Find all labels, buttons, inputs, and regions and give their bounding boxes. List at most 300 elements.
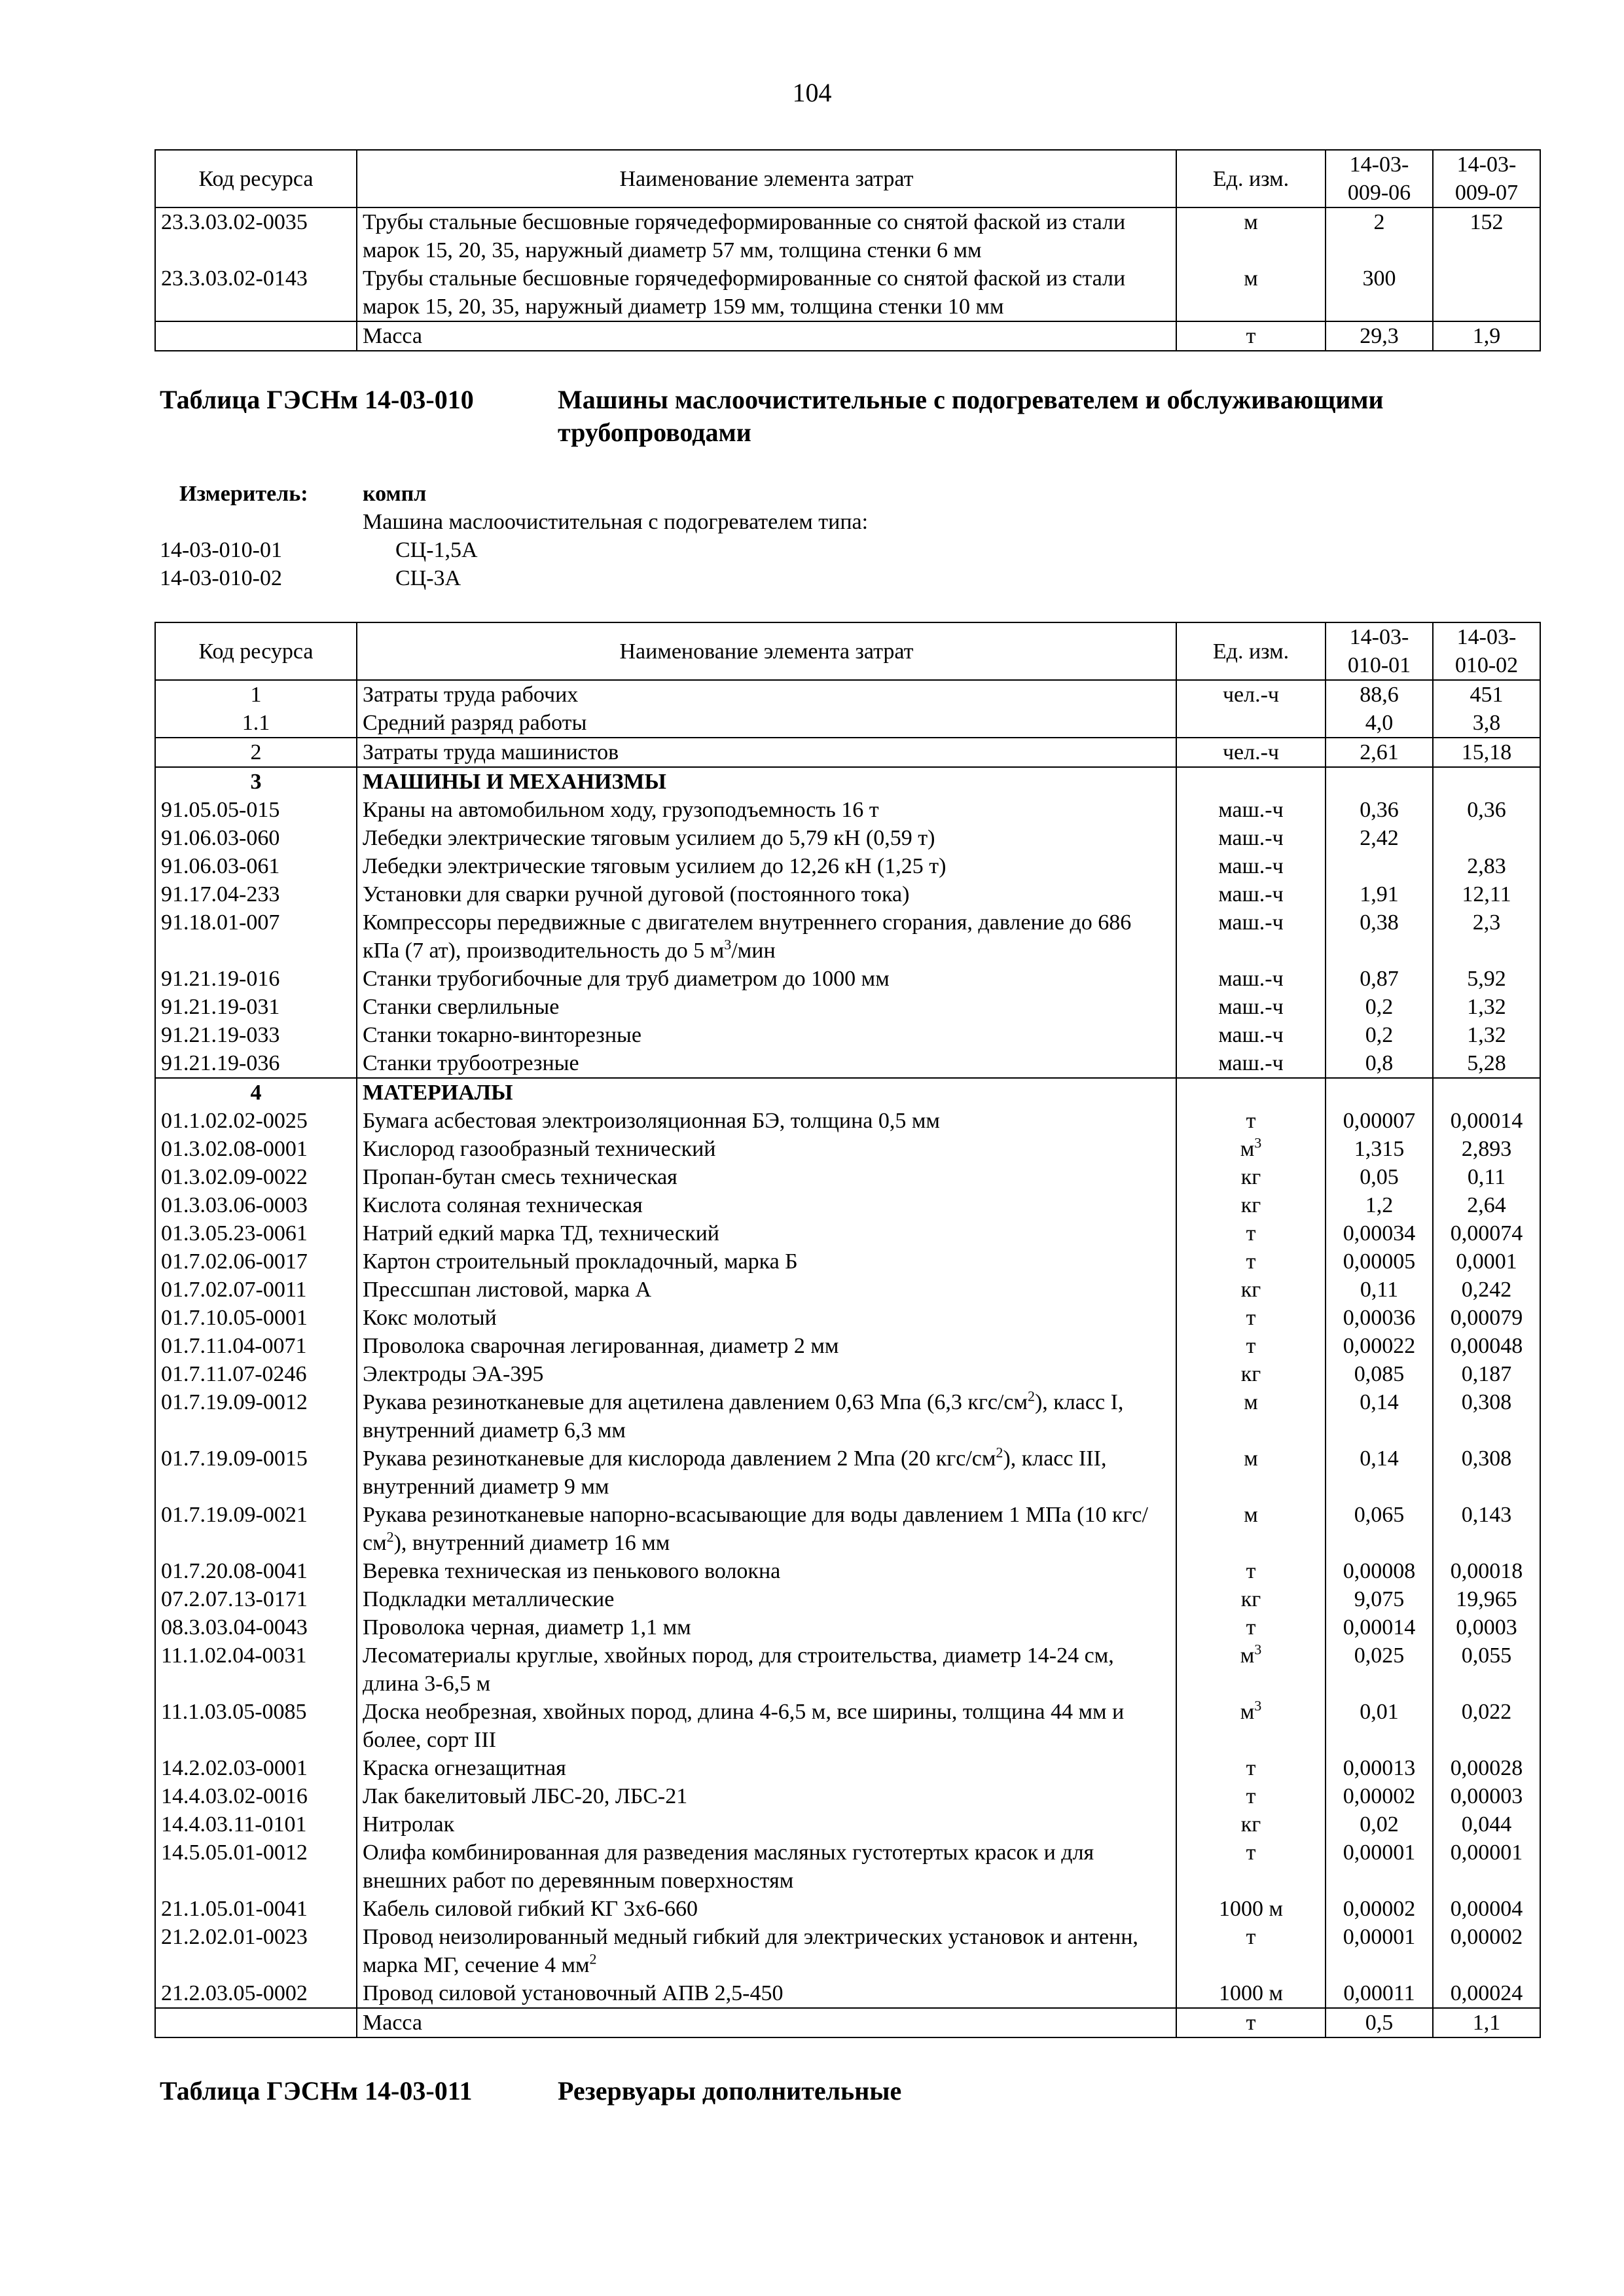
row-unit: [1176, 1332, 1326, 1360]
header-col-2-top: 14-03-: [1456, 152, 1517, 177]
row-name-sup: 2: [589, 1950, 597, 1967]
row-unit: [1176, 880, 1326, 908]
row-value-1: 0,00011: [1326, 1979, 1433, 2008]
row-code: 08.3.03.04-0043: [155, 1613, 357, 1641]
row-value-2: 0,242: [1433, 1276, 1540, 1304]
row-unit-text: т: [1246, 1559, 1256, 1583]
row-unit-text: кг: [1240, 1587, 1261, 1611]
row-value-2: [1433, 824, 1540, 852]
table-row: [155, 1839, 1540, 1895]
row-value-1: 0,01: [1326, 1698, 1433, 1754]
row-unit: [1176, 1276, 1326, 1304]
row-unit: [1176, 1501, 1326, 1557]
row-value-2: 0,00079: [1433, 1304, 1540, 1332]
row-value-1: 0,00034: [1326, 1219, 1433, 1247]
row-value-1: [1326, 767, 1433, 796]
variant-name: СЦ-3А: [395, 566, 461, 590]
row-name: Лесоматериалы круглые, хвойных пород, для строительства, диаметр 14-24 см, длина 3-6,5 м: [357, 1641, 1176, 1698]
row-unit: [1176, 207, 1326, 264]
row-name-tail: /мин: [731, 939, 776, 963]
row-value-2: 2,3: [1433, 908, 1540, 965]
row-code: 14.4.03.11-0101: [155, 1810, 357, 1839]
row-unit: [1176, 1135, 1326, 1163]
row-value-2: 451: [1433, 680, 1540, 709]
row-name-tail: ), внутренний диаметр 16 мм: [393, 1531, 670, 1555]
row-value-1: 300: [1326, 264, 1433, 321]
row-unit: [1176, 1049, 1326, 1078]
row-unit-text: м: [1240, 1700, 1255, 1724]
row-code: 1: [155, 680, 357, 709]
table-row: [155, 709, 1540, 738]
row-name: Лебедки электрические тяговым усилием до 5,79 кН (0,59 т): [357, 824, 1176, 852]
row-value-2: [1433, 264, 1540, 321]
table-row: [155, 1078, 1540, 1107]
row-value-1: 9,075: [1326, 1585, 1433, 1613]
row-name-text: Рукава резинотканевые напорно-всасывающие для воды давлением 1 МПа (10 кгс/см: [363, 1503, 1148, 1555]
table-header-row: [155, 622, 1540, 680]
row-code: 01.7.19.09-0012: [155, 1388, 357, 1444]
row-name: Краска огнезащитная: [357, 1754, 1176, 1782]
row-name: Станки сверлильные: [357, 993, 1176, 1021]
table-name: Машины маслоочистительные с подогревателем и обслуживающими трубопроводами: [558, 385, 1384, 447]
row-code: 14.4.03.02-0016: [155, 1782, 357, 1810]
header-col-2-top: 14-03-: [1456, 625, 1517, 649]
row-value-1: 2,61: [1326, 738, 1433, 767]
row-unit: [1176, 1641, 1326, 1698]
row-unit-text: м: [1244, 1390, 1258, 1414]
header-name: Наименование элемента затрат: [357, 150, 1176, 207]
header-col-1-top: 14-03-: [1349, 625, 1409, 649]
row-unit-sup: 3: [1254, 1697, 1262, 1714]
variant-code: 14-03-010-02: [160, 566, 282, 590]
row-value-2: 0,044: [1433, 1810, 1540, 1839]
row-code: 91.18.01-007: [155, 908, 357, 965]
row-value-1: 0,02: [1326, 1810, 1433, 1839]
row-code: 21.1.05.01-0041: [155, 1895, 357, 1923]
row-unit-text: т: [1246, 2011, 1256, 2035]
row-value-2: 0,00004: [1433, 1895, 1540, 1923]
row-unit: [1176, 321, 1326, 351]
row-unit-text: т: [1246, 1615, 1256, 1640]
row-name: [357, 1444, 1176, 1501]
table-row: [155, 1304, 1540, 1332]
row-value-1: 0,00001: [1326, 1839, 1433, 1895]
row-unit: [1176, 1557, 1326, 1585]
table-row: [155, 264, 1540, 321]
row-name: Установки для сварки ручной дуговой (постоянного тока): [357, 880, 1176, 908]
row-unit: [1176, 1219, 1326, 1247]
row-value-1: 4,0: [1326, 709, 1433, 738]
row-value-1: 0,05: [1326, 1163, 1433, 1191]
row-code: 4: [155, 1078, 357, 1107]
row-value-2: 0,00018: [1433, 1557, 1540, 1585]
row-unit-text: м: [1244, 1446, 1258, 1471]
table-title-011: [160, 2075, 1554, 2108]
row-name: Проволока сварочная легированная, диаметр 2 мм: [357, 1332, 1176, 1360]
row-value-1: 1,91: [1326, 880, 1433, 908]
table-row: [155, 1810, 1540, 1839]
row-unit: [1176, 738, 1326, 767]
row-code: 01.3.03.06-0003: [155, 1191, 357, 1219]
table-row: [155, 1163, 1540, 1191]
row-name: Масса: [357, 321, 1176, 351]
header-col-1: [1326, 622, 1433, 680]
row-name-text: Компрессоры передвижные с двигателем внутреннего сгорания, давление до 686 кПа (7 ат), производительность до 5 м: [363, 910, 1132, 963]
table-row: [155, 1360, 1540, 1388]
row-unit-text: т: [1246, 324, 1256, 348]
row-unit-text: маш.-ч: [1218, 967, 1284, 991]
row-name-sup: 2: [996, 1444, 1003, 1461]
row-unit-text: м: [1244, 266, 1258, 291]
row-name-text: Провод неизолированный медный гибкий для электрических установок и антенн, марка МГ, сечение 4 мм: [363, 1925, 1138, 1977]
row-unit: [1176, 264, 1326, 321]
variant-name: СЦ-1,5А: [395, 538, 478, 562]
row-name: Лебедки электрические тяговым усилием до 12,26 кН (1,25 т): [357, 852, 1176, 880]
table-row: [155, 1332, 1540, 1360]
row-code: 11.1.03.05-0085: [155, 1698, 357, 1754]
row-code: 91.05.05-015: [155, 796, 357, 824]
row-name: МАТЕРИАЛЫ: [357, 1078, 1176, 1107]
table-row: [155, 207, 1540, 264]
row-unit-text: т: [1246, 1756, 1256, 1780]
row-unit: [1176, 993, 1326, 1021]
row-value-2: 0,00028: [1433, 1754, 1540, 1782]
row-value-1: 0,00005: [1326, 1247, 1433, 1276]
row-name: Олифа комбинированная для разведения масляных густотертых красок и для внешних работ по деревянным поверхностям: [357, 1839, 1176, 1895]
table-row: [155, 824, 1540, 852]
header-name: Наименование элемента затрат: [357, 622, 1176, 680]
row-value-1: 0,5: [1326, 2008, 1433, 2037]
row-name: Натрий едкий марка ТД, технический: [357, 1219, 1176, 1247]
row-unit: [1176, 1810, 1326, 1839]
machine-description: Машина маслоочистительная с подогревателем типа:: [363, 510, 869, 534]
row-code: 91.21.19-033: [155, 1021, 357, 1049]
row-unit-text: т: [1246, 1925, 1256, 1949]
row-name: [357, 1388, 1176, 1444]
row-value-2: 2,83: [1433, 852, 1540, 880]
row-unit-text: маш.-ч: [1218, 826, 1284, 850]
table-row: [155, 1979, 1540, 2008]
row-unit-text: кг: [1240, 1812, 1261, 1837]
row-value-1: 0,00013: [1326, 1754, 1433, 1782]
row-name: Масса: [357, 2008, 1176, 2037]
variant-code: 14-03-010-01: [160, 538, 282, 562]
table-row: [155, 1698, 1540, 1754]
row-value-1: 0,38: [1326, 908, 1433, 965]
row-name-tail: ), класс I, внутренний диаметр 6,3 мм: [363, 1390, 1124, 1443]
table-label: Таблица ГЭСНм 14-03-011: [160, 2076, 473, 2106]
row-name-sup: 3: [724, 936, 732, 953]
row-code: [155, 321, 357, 351]
row-name: Нитролак: [357, 1810, 1176, 1839]
row-unit: [1176, 767, 1326, 796]
row-value-2: 1,32: [1433, 993, 1540, 1021]
table-row: [155, 1021, 1540, 1049]
row-unit: [1176, 1782, 1326, 1810]
row-name: Трубы стальные бесшовные горячедеформированные со снятой фаской из стали марок 15, 20, 35, наружный диаметр 57 мм, толщина стенки 6 мм: [357, 207, 1176, 264]
row-code: 1.1: [155, 709, 357, 738]
row-value-1: 2,42: [1326, 824, 1433, 852]
table-row: [155, 993, 1540, 1021]
table-row: [155, 1613, 1540, 1641]
row-code: 91.21.19-031: [155, 993, 357, 1021]
row-value-2: 0,00001: [1433, 1839, 1540, 1895]
row-value-1: 0,87: [1326, 965, 1433, 993]
row-value-2: 0,0001: [1433, 1247, 1540, 1276]
row-value-1: 0,00014: [1326, 1613, 1433, 1641]
row-unit-text: маш.-ч: [1218, 1051, 1284, 1075]
row-unit-text: м: [1244, 210, 1258, 234]
row-value-2: 5,28: [1433, 1049, 1540, 1078]
resource-table-010: [154, 622, 1541, 2038]
table-row: [155, 1191, 1540, 1219]
row-value-1: 0,025: [1326, 1641, 1433, 1698]
row-value-2: 5,92: [1433, 965, 1540, 993]
row-value-2: 0,0003: [1433, 1613, 1540, 1641]
row-code: 91.17.04-233: [155, 880, 357, 908]
table-row: [155, 1923, 1540, 1979]
row-unit: [1176, 1585, 1326, 1613]
row-value-1: 0,14: [1326, 1444, 1433, 1501]
header-unit: Ед. изм.: [1176, 622, 1326, 680]
meter-label: Измеритель:: [179, 482, 308, 506]
row-name: Проволока черная, диаметр 1,1 мм: [357, 1613, 1176, 1641]
row-name: Кислота соляная техническая: [357, 1191, 1176, 1219]
row-name-text: Рукава резинотканевые для кислорода давлением 2 Мпа (20 кгс/см: [363, 1446, 996, 1471]
row-unit-text: маш.-ч: [1218, 882, 1284, 906]
table-row: [155, 1641, 1540, 1698]
header-col-2: [1433, 622, 1540, 680]
row-value-2: 2,893: [1433, 1135, 1540, 1163]
row-code: 91.06.03-061: [155, 852, 357, 880]
row-value-2: 0,187: [1433, 1360, 1540, 1388]
row-name: Доска необрезная, хвойных пород, длина 4-6,5 м, все ширины, толщина 44 мм и более, сорт III: [357, 1698, 1176, 1754]
row-name: Станки трубогибочные для труб диаметром до 1000 мм: [357, 965, 1176, 993]
row-value-2: 3,8: [1433, 709, 1540, 738]
row-value-2: [1433, 767, 1540, 796]
table-row: [155, 1388, 1540, 1444]
header-col-2: [1433, 150, 1540, 207]
row-unit-text: т: [1246, 1334, 1256, 1358]
table-row: [155, 908, 1540, 965]
row-unit: [1176, 824, 1326, 852]
header-col-1-bottom: 009-06: [1347, 181, 1411, 205]
row-unit: [1176, 1191, 1326, 1219]
row-code: 91.21.19-036: [155, 1049, 357, 1078]
table-row: [155, 1276, 1540, 1304]
table-row: [155, 1219, 1540, 1247]
row-value-2: 1,32: [1433, 1021, 1540, 1049]
table-row: [155, 796, 1540, 824]
row-code: 01.7.02.06-0017: [155, 1247, 357, 1276]
header-code: Код ресурса: [155, 622, 357, 680]
row-value-1: 1,315: [1326, 1135, 1433, 1163]
table-row: [155, 965, 1540, 993]
row-value-1: 0,8: [1326, 1049, 1433, 1078]
row-value-2: 1,1: [1433, 2008, 1540, 2037]
row-value-2: [1433, 1078, 1540, 1107]
row-value-2: 1,9: [1433, 321, 1540, 351]
row-unit: [1176, 1839, 1326, 1895]
row-value-2: 0,308: [1433, 1444, 1540, 1501]
row-name: Станки трубоотрезные: [357, 1049, 1176, 1078]
table-row: [155, 1754, 1540, 1782]
row-unit: [1176, 1107, 1326, 1135]
row-value-1: 0,00022: [1326, 1332, 1433, 1360]
row-unit-text: т: [1246, 1784, 1256, 1808]
row-value-1: 0,065: [1326, 1501, 1433, 1557]
row-unit-text: маш.-ч: [1218, 910, 1284, 935]
row-unit: [1176, 680, 1326, 709]
row-unit-text: маш.-ч: [1218, 798, 1284, 822]
row-unit-text: м: [1244, 1503, 1258, 1527]
row-value-2: 0,00074: [1433, 1219, 1540, 1247]
row-value-2: 0,36: [1433, 796, 1540, 824]
row-value-1: 0,00001: [1326, 1923, 1433, 1979]
row-value-1: 1,2: [1326, 1191, 1433, 1219]
page-number: 104: [792, 78, 832, 107]
row-unit-text: 1000 м: [1218, 1981, 1283, 2005]
row-unit: [1176, 796, 1326, 824]
row-code: 2: [155, 738, 357, 767]
row-unit: [1176, 1163, 1326, 1191]
row-unit-text: маш.-ч: [1218, 1023, 1284, 1047]
row-value-2: 0,00024: [1433, 1979, 1540, 2008]
row-value-2: 12,11: [1433, 880, 1540, 908]
row-value-2: 0,308: [1433, 1388, 1540, 1444]
row-name-text: Рукава резинотканевые для ацетилена давлением 0,63 Мпа (6,3 кгс/см: [363, 1390, 1028, 1414]
table-title-010: [160, 384, 1554, 449]
row-unit-text: т: [1246, 1221, 1256, 1246]
row-unit: [1176, 2008, 1326, 2037]
table-header-row: [155, 150, 1540, 207]
row-unit-text: т: [1246, 1306, 1256, 1330]
row-code: 21.2.02.01-0023: [155, 1923, 357, 1979]
row-unit: [1176, 965, 1326, 993]
row-name: [357, 1501, 1176, 1557]
row-code: 3: [155, 767, 357, 796]
row-code: 01.7.02.07-0011: [155, 1276, 357, 1304]
row-unit-text: чел.-ч: [1222, 740, 1280, 764]
header-col-2-bottom: 009-07: [1454, 181, 1519, 205]
row-code: [155, 2008, 357, 2037]
row-name: Пропан-бутан смесь техническая: [357, 1163, 1176, 1191]
row-code: 23.3.03.02-0143: [155, 264, 357, 321]
row-unit: [1176, 1613, 1326, 1641]
row-name: Трубы стальные бесшовные горячедеформированные со снятой фаской из стали марок 15, 20, 35, наружный диаметр 159 мм, толщина стенки 10 мм: [357, 264, 1176, 321]
row-unit: [1176, 1895, 1326, 1923]
resource-table-009: [154, 149, 1541, 351]
table-row: [155, 1585, 1540, 1613]
row-code: 21.2.03.05-0002: [155, 1979, 357, 2008]
row-name: [357, 908, 1176, 965]
row-code: 01.7.11.04-0071: [155, 1332, 357, 1360]
table-row: [155, 1107, 1540, 1135]
row-value-2: 19,965: [1433, 1585, 1540, 1613]
row-value-2: 0,143: [1433, 1501, 1540, 1557]
row-unit-text: 1000 м: [1218, 1897, 1283, 1921]
row-value-1: 0,2: [1326, 993, 1433, 1021]
table-row: [155, 738, 1540, 767]
row-code: 01.1.02.02-0025: [155, 1107, 357, 1135]
row-value-2: 2,64: [1433, 1191, 1540, 1219]
row-value-1: 29,3: [1326, 321, 1433, 351]
row-unit-text: кг: [1240, 1362, 1261, 1386]
row-unit-text: м: [1240, 1137, 1255, 1161]
row-unit: [1176, 1021, 1326, 1049]
row-name: Кабель силовой гибкий КГ 3х6-660: [357, 1895, 1176, 1923]
header-unit: Ед. изм.: [1176, 150, 1326, 207]
row-name: Бумага асбестовая электроизоляционная БЭ, толщина 0,5 мм: [357, 1107, 1176, 1135]
row-value-1: 0,11: [1326, 1276, 1433, 1304]
table-row: [155, 1135, 1540, 1163]
row-unit: [1176, 908, 1326, 965]
row-name: Затраты труда рабочих: [357, 680, 1176, 709]
header-col-1: [1326, 150, 1433, 207]
row-code: 14.5.05.01-0012: [155, 1839, 357, 1895]
row-name: [357, 1923, 1176, 1979]
table-row: [155, 880, 1540, 908]
table-row: [155, 1049, 1540, 1078]
table-row: [155, 1444, 1540, 1501]
row-name-sup: 2: [1027, 1388, 1035, 1405]
table-row: [155, 1895, 1540, 1923]
row-value-2: 15,18: [1433, 738, 1540, 767]
table-row: [155, 1557, 1540, 1585]
row-name: Кислород газообразный технический: [357, 1135, 1176, 1163]
row-name: Станки токарно-винторезные: [357, 1021, 1176, 1049]
row-unit: [1176, 709, 1326, 738]
row-unit: [1176, 1360, 1326, 1388]
row-unit: [1176, 1979, 1326, 2008]
row-unit: [1176, 1698, 1326, 1754]
row-unit: [1176, 1444, 1326, 1501]
row-name: Средний разряд работы: [357, 709, 1176, 738]
row-unit-text: т: [1246, 1249, 1256, 1274]
meter-value: компл: [363, 482, 427, 506]
row-value-2: 0,055: [1433, 1641, 1540, 1698]
row-value-2: 0,00002: [1433, 1923, 1540, 1979]
row-name: Затраты труда машинистов: [357, 738, 1176, 767]
table-010-meta: [160, 480, 1142, 592]
row-value-1: 0,00002: [1326, 1895, 1433, 1923]
table-row: [155, 2008, 1540, 2037]
row-code: 91.06.03-060: [155, 824, 357, 852]
row-name: Провод силовой установочный АПВ 2,5-450: [357, 1979, 1176, 2008]
row-code: 01.7.10.05-0001: [155, 1304, 357, 1332]
row-name: Подкладки металлические: [357, 1585, 1176, 1613]
row-value-1: 0,36: [1326, 796, 1433, 824]
row-value-2: 0,00003: [1433, 1782, 1540, 1810]
row-unit-text: кг: [1240, 1193, 1261, 1217]
row-unit-text: м: [1240, 1643, 1255, 1668]
row-code: 23.3.03.02-0035: [155, 207, 357, 264]
row-value-1: 0,14: [1326, 1388, 1433, 1444]
row-code: 01.7.19.09-0015: [155, 1444, 357, 1501]
row-code: 01.3.05.23-0061: [155, 1219, 357, 1247]
row-unit: [1176, 1304, 1326, 1332]
row-code: 01.7.19.09-0021: [155, 1501, 357, 1557]
row-name-sup: 2: [386, 1528, 394, 1545]
table-label: Таблица ГЭСНм 14-03-010: [160, 385, 474, 414]
header-col-1-top: 14-03-: [1349, 152, 1409, 177]
row-name: Прессшпан листовой, марка А: [357, 1276, 1176, 1304]
row-unit-text: кг: [1240, 1165, 1261, 1189]
row-unit-text: кг: [1240, 1278, 1261, 1302]
row-value-2: 0,11: [1433, 1163, 1540, 1191]
row-value-2: 0,00014: [1433, 1107, 1540, 1135]
table-row: [155, 1247, 1540, 1276]
